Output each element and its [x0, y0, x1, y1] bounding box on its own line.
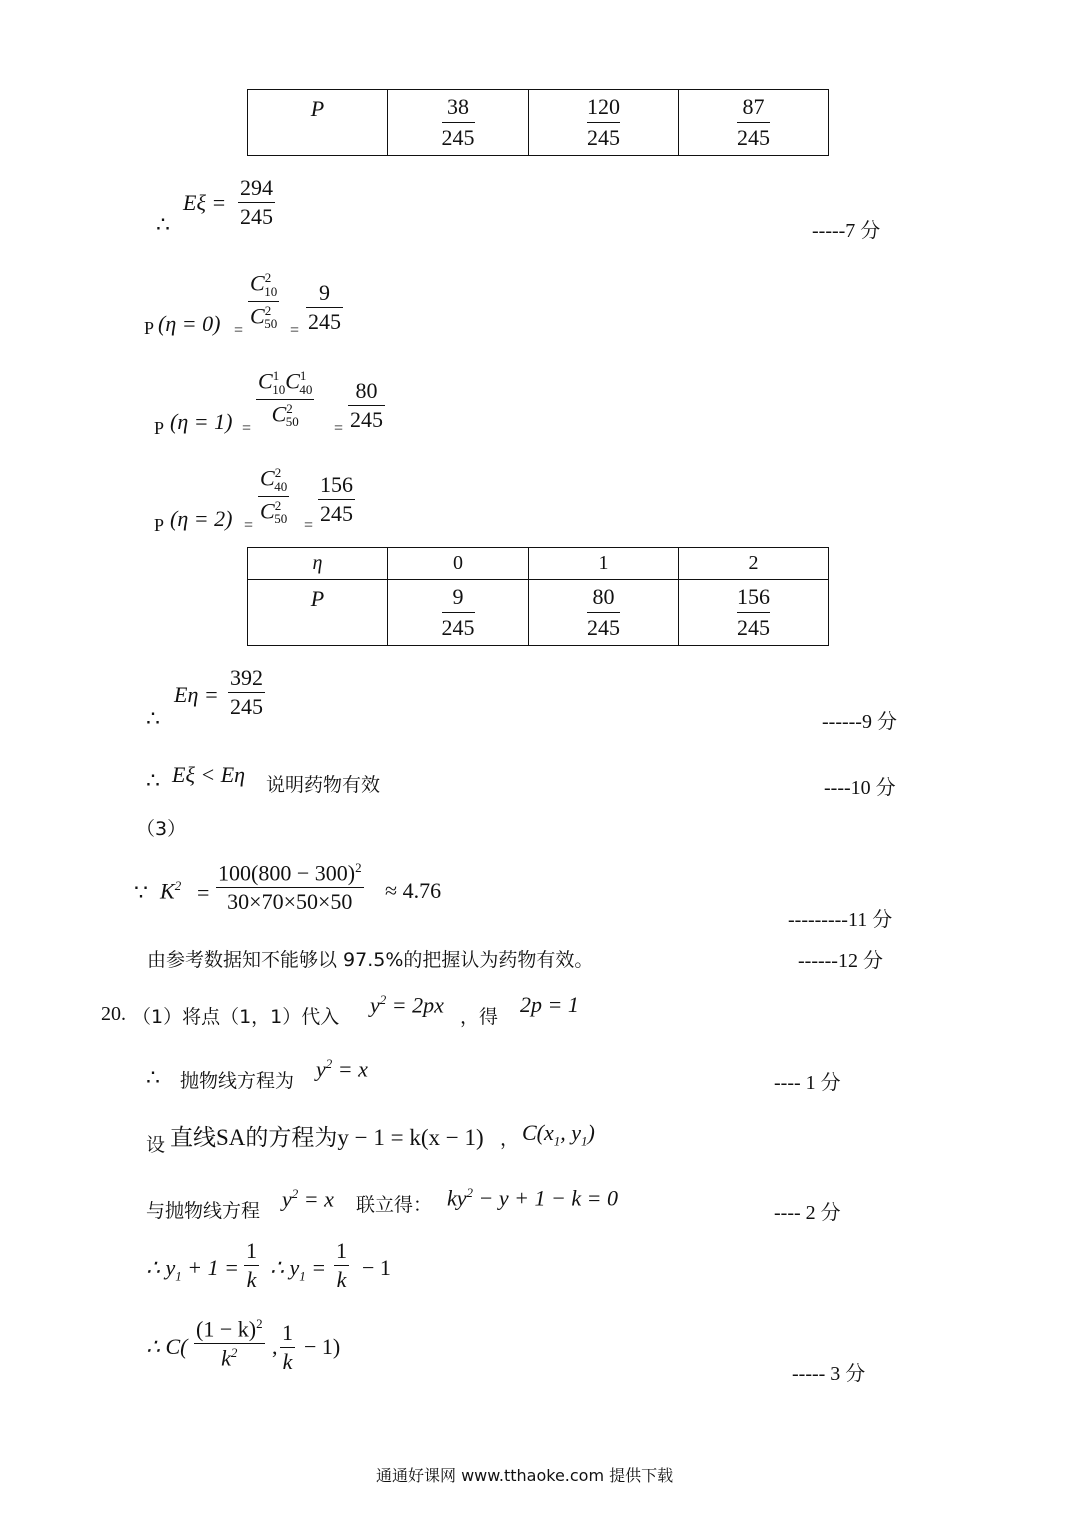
- therefore-symbol: ∴: [146, 1065, 160, 1090]
- q20-line5-fraction1: 1 k: [246, 1238, 257, 1292]
- q20-line2-text: 抛物线方程为: [180, 1070, 295, 1092]
- k2-fraction: $100(800 - 300)^2$ 30×70×50×50: [218, 860, 362, 915]
- p-eta1-arg: (η = 1): [170, 409, 233, 434]
- q20-line4-equation: $y^2 = x$: [282, 1186, 334, 1212]
- p-eta2-combination-fraction: $C^2_{40}$ $C^2_{50}$: [260, 465, 288, 527]
- score-1: ---- 1 分: [774, 1072, 841, 1094]
- k2-lhs: $K^2$: [160, 878, 182, 904]
- p-eta1-eq1: =: [242, 420, 252, 437]
- p-eta0-combination-fraction: $C^2_{10}$ $C^2_{50}$: [250, 270, 278, 332]
- q20-line6-comma: ,: [272, 1334, 278, 1359]
- compare-expression: Eξ < Eη: [172, 762, 246, 787]
- conclusion-text: 由参考数据知不能够以 97.5%的把握认为药物有效。: [147, 949, 594, 971]
- p-eta0-eq2: =: [290, 322, 300, 339]
- q20-line5-fraction2: 1 k: [336, 1238, 347, 1292]
- compare-text: 说明药物有效: [266, 774, 381, 796]
- p-eta1-value-fraction: 80 245: [350, 378, 383, 432]
- q20-line4-text: 与抛物线方程: [146, 1200, 261, 1222]
- p-eta2-eq2: =: [304, 517, 314, 534]
- distribution-table-xi: [247, 89, 829, 156]
- expectation-xi-fraction: 294 245: [240, 175, 273, 229]
- table2-header-eta: η: [248, 548, 388, 580]
- p-eta1-prefix: P: [154, 418, 165, 438]
- expectation-eta-lhs: Eη =: [174, 682, 219, 707]
- expectation-xi-lhs: Eξ =: [183, 190, 227, 215]
- p-eta0-value-fraction: 9 245: [308, 280, 341, 334]
- score-9: ------9 分: [822, 711, 897, 733]
- score-3: ----- 3 分: [792, 1363, 866, 1385]
- q20-line5-part3: − 1: [362, 1255, 391, 1280]
- q20-line2-equation: $y^2 = x$: [316, 1056, 368, 1082]
- part-3-label: （3）: [136, 818, 187, 840]
- score-10: ----10 分: [824, 777, 896, 799]
- q20-line1-text: （1）将点（1，1）代入: [132, 1006, 340, 1028]
- p-eta1-eq2: =: [334, 420, 344, 437]
- question-number: 20.: [101, 1003, 126, 1025]
- table1-cell-2: $\frac{87}{245}$: [679, 90, 829, 156]
- q20-line1-equation: $y^2 = 2px$: [370, 992, 444, 1018]
- expectation-eta-fraction: 392 245: [230, 665, 263, 719]
- q20-line6-suffix: − 1): [304, 1334, 341, 1359]
- q20-line6-fraction1: $(1 - k)^2$ $k^2$: [196, 1316, 263, 1371]
- table2-cell-0: $\frac{9}{245}$: [388, 580, 529, 646]
- table2-header-0: 0: [388, 548, 529, 580]
- table2-header-1: 1: [529, 548, 679, 580]
- p-eta2-arg: (η = 2): [170, 506, 233, 531]
- k2-eq: =: [197, 880, 210, 905]
- q20-line4-text2: 联立得：: [356, 1194, 433, 1216]
- p-eta0-arg: (η = 0): [158, 311, 221, 336]
- table2-cell-1: $\frac{80}{245}$: [529, 580, 679, 646]
- table2-header-2: 2: [679, 548, 829, 580]
- k2-approx: ≈ 4.76: [385, 878, 442, 903]
- q20-line3-line-equation: 直线SA的方程为y − 1 = k(x − 1): [170, 1125, 484, 1150]
- q20-line6-prefix: ∴ C(: [146, 1334, 188, 1359]
- page-footer: 通通好课网 www.tthaoke.com 提供下载: [376, 1466, 674, 1485]
- because-symbol: ∵: [134, 880, 148, 905]
- score-12: ------12 分: [798, 950, 883, 972]
- q20-line3-prefix: 设: [146, 1134, 166, 1156]
- table1-cell-1: $\frac{120}{245}$: [529, 90, 679, 156]
- score-2: ---- 2 分: [774, 1202, 841, 1224]
- table2-cell-2: $\frac{156}{245}$: [679, 580, 829, 646]
- q20-line6-fraction2: 1 k: [282, 1320, 293, 1374]
- q20-line5-part1: ∴ $y_1 + 1$ =: [146, 1255, 239, 1284]
- p-eta0-prefix: P: [144, 318, 155, 338]
- q20-line3-point: $C(x_1$, $y_1$): [522, 1120, 595, 1149]
- table2-row-label: P: [248, 580, 388, 646]
- p-eta1-combination-fraction: $C^1_{10}C^1_{40}$ $C^2_{50}$: [258, 368, 313, 430]
- score-7: -----7 分: [812, 220, 881, 242]
- therefore-symbol: ∴: [146, 768, 160, 793]
- distribution-table-eta: [247, 547, 829, 646]
- p-eta2-eq1: =: [244, 517, 254, 534]
- table1-row-label: P: [248, 90, 388, 156]
- therefore-symbol: ∴: [156, 212, 170, 237]
- p-eta2-value-fraction: 156 245: [320, 472, 353, 526]
- p-eta0-eq1: =: [234, 322, 244, 339]
- table1-cell-0: $\frac{38}{245}$: [388, 90, 529, 156]
- q20-line4-result: $ky^2 - y + 1 - k = 0$: [447, 1185, 618, 1211]
- p-eta2-prefix: P: [154, 515, 165, 535]
- therefore-symbol: ∴: [146, 706, 160, 731]
- q20-line1-result: 2p = 1: [520, 992, 579, 1017]
- q20-line5-part2: ∴ $y_1$ =: [270, 1255, 327, 1284]
- q20-line3-comma: ，: [500, 1128, 520, 1150]
- q20-line1-text2: ，得: [460, 1006, 499, 1028]
- score-11: ---------11 分: [788, 909, 893, 931]
